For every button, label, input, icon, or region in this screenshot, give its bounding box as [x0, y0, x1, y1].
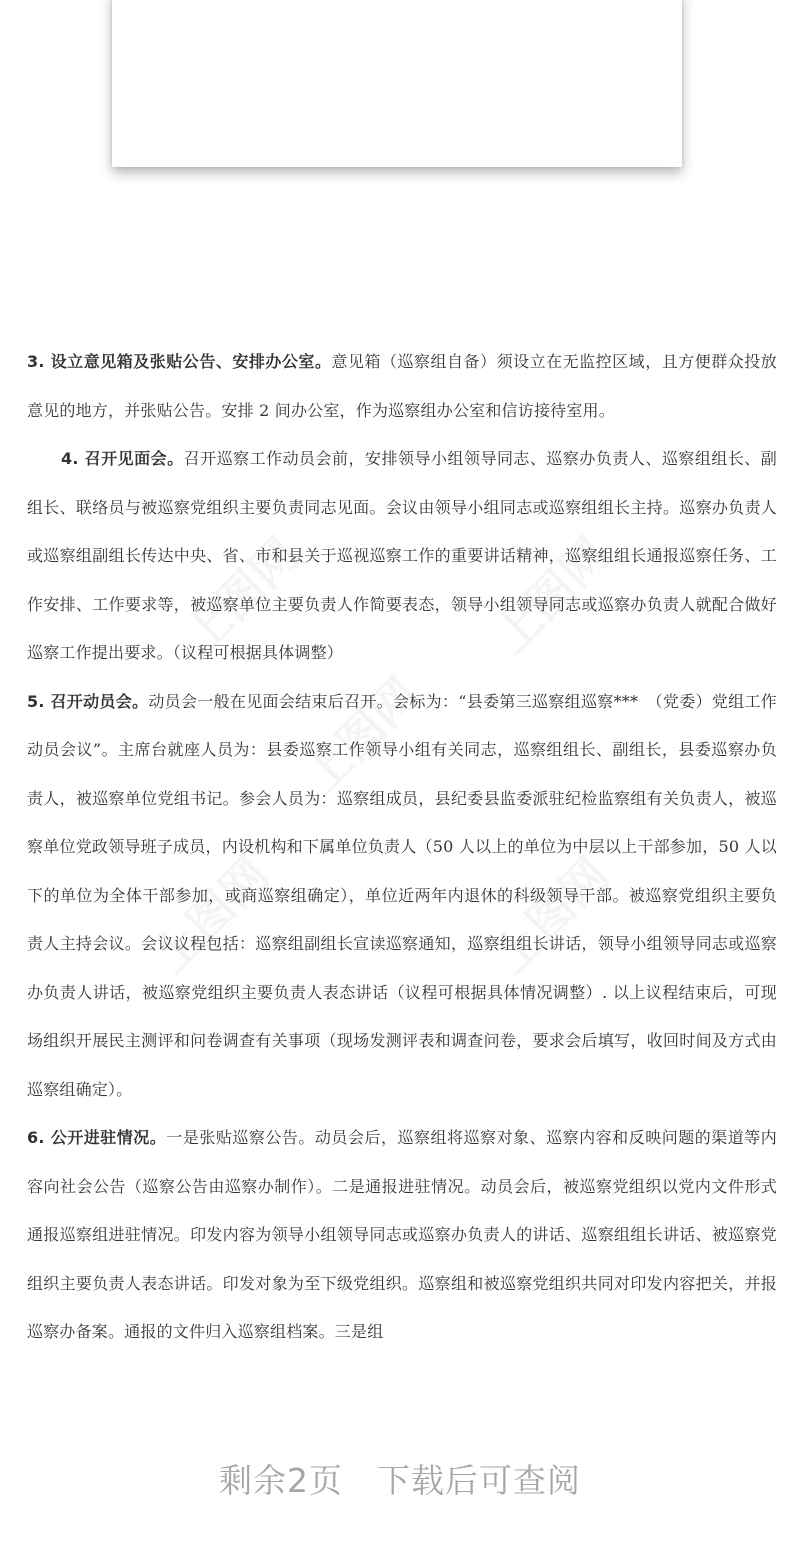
document-body [27, 338, 777, 1356]
section-heading: 5. 召开动员会。 [27, 691, 149, 711]
section-text: 意见箱（巡察组自备）须设立在无监控区域，且方便群众投放意见的地方，并张贴公告。安排 2 间办公室，作为巡察组办公室和信访接待室用。 [27, 352, 777, 420]
section-heading: 3. 设立意见箱及张贴公告、安排办公室。 [27, 352, 332, 371]
section-text: 召开巡察工作动员会前，安排领导小组领导同志、巡察办负责人、巡察组组长、副组长、联络员与被巡察党组织主要负责同志见面。会议由领导小组同志或巡察组组长主持。巡察办负责人或巡察组副组长传达中央、省、市和县关于巡视巡察工作的重要讲话精神，巡察组组长通报巡察任务、工作安排、工作要求等，被巡察单位主要负责人作简要表态，领导小组领导同志或巡察办负责人就配合做好巡察工作提出要求。（议程可根据具体调整） [27, 449, 777, 662]
paragraph-opinion-box [27, 338, 777, 435]
remaining-pages-label: 剩余2页 [219, 1461, 343, 1500]
download-to-read-more[interactable] [0, 1455, 800, 1502]
paragraph-mobilization [27, 678, 777, 1115]
section-text: 动员会一般在见面会结束后召开。会标为：“县委第三巡察组巡察*** （党委）党组工作动员会议”。主席台就座人员为：县委巡察工作领导小组有关同志，巡察组组长、副组长，县委巡察办负责人，被巡察单位党组书记。参会人员为：巡察组成员，县纪委县监委派驻纪检监察组有关负责人，被巡察单位党政领导班子成员，内设机构和下属单位负责人（50 人以上的单位为中层以上干部参加，50 人以下的单位为全体干部参加，或商巡察组确定），单位近两年内退休的科级领导干部。被巡察党组织主要负责人主持会议。会议议程包括：巡察组副组长宣读巡察通知，巡察组组长讲话，领导小组领导同志或巡察办负责人讲话，被巡察党组织主要负责人表态讲话（议程可根据具体情况调整）. 以上议程结束后，可现场组织开展民主测评和问卷调查有关事项（现场发测评表和调查问卷，要求会后填写，收回时间及方式由巡察组确定）。 [27, 691, 777, 1099]
section-heading: 6. 公开进驻情况。 [27, 1128, 167, 1147]
paragraph-meeting [27, 435, 777, 678]
previous-page-preview [112, 0, 682, 167]
section-heading: 4. 召开见面会。 [61, 449, 184, 468]
section-text: 一是张贴巡察公告。动员会后，巡察组将巡察对象、巡察内容和反映问题的渠道等内容向社会公告（巡察公告由巡察办制作）。二是通报进驻情况。动员会后，被巡察党组织以党内文件形式通报巡察组进驻情况。印发内容为领导小组领导同志或巡察办负责人的讲话、巡察组组长讲话、被巡察党组织主要负责人表态讲话。印发对象为至下级党组织。巡察组和被巡察党组织共同对印发内容把关，并报巡察办备案。通报的文件归入巡察组档案。三是组 [27, 1128, 777, 1341]
download-label: 下载后可查阅 [377, 1461, 581, 1500]
paragraph-disclosure [27, 1114, 777, 1356]
